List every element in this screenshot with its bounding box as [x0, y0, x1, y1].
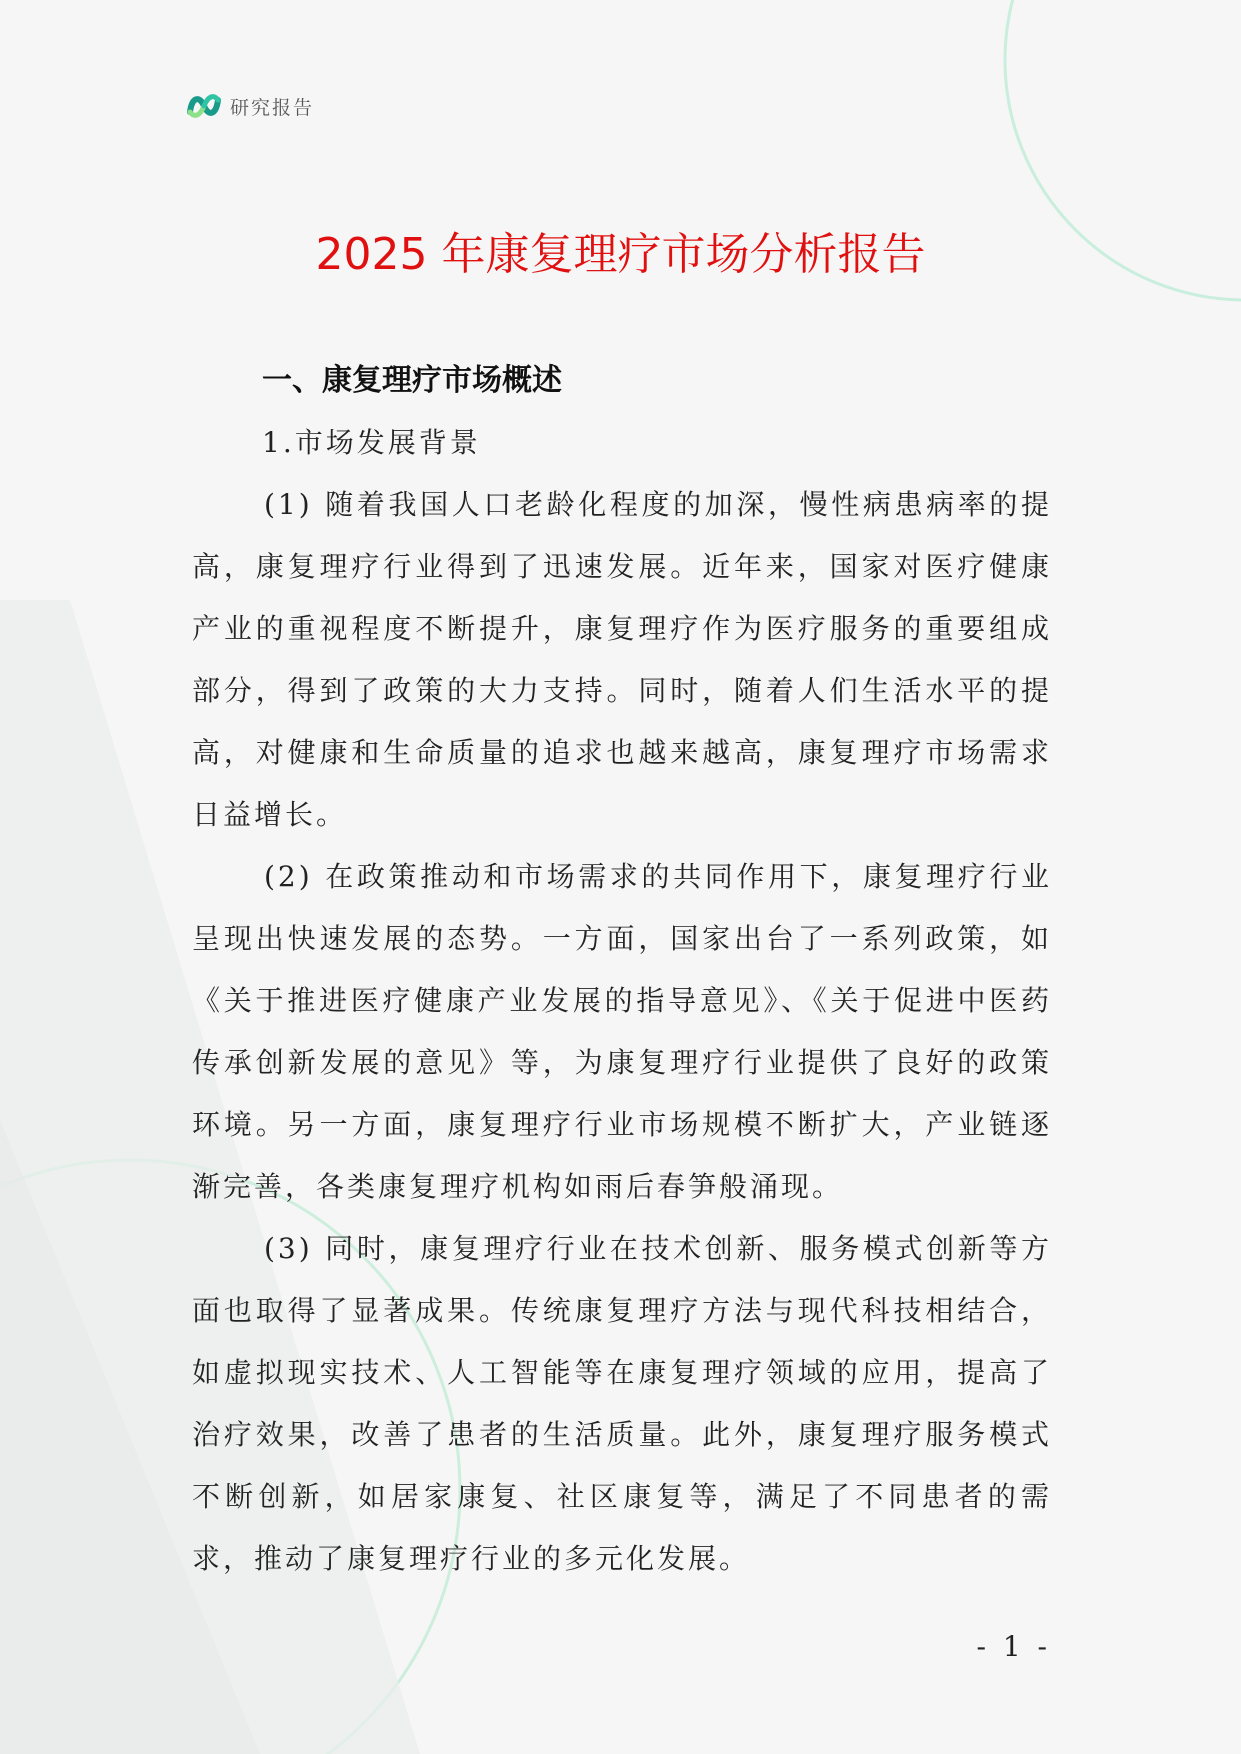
header-label: 研究报告 [230, 96, 315, 119]
brand-logo-icon [186, 88, 222, 124]
subheading: 1.市场发展背景 [262, 426, 481, 459]
paragraph: (2) 在政策推动和市场需求的共同作用下，康复理疗行业呈现出快速发展的态势。一方面，国家出台了一系列政策，如《关于推进医疗健康产业发展的指导意见》、《关于促进中医药传承创新发展的意见》等，为康复理疗行业提供了良好的政策环境。另一方面，康复理疗行业市场规模不断扩大，产业链逐渐完善，各类康复理疗机构如雨后春笋般涌现。 [192, 860, 1052, 1203]
page-number: - 1 - [976, 1630, 1051, 1663]
paragraph: (1) 随着我国人口老龄化程度的加深，慢性病患病率的提高，康复理疗行业得到了迅速发展。近年来，国家对医疗健康产业的重视程度不断提升，康复理疗作为医疗服务的重要组成部分，得到了政策的大力支持。同时，随着人们生活水平的提高，对健康和生命质量的追求也越来越高，康复理疗市场需求日益增长。 [192, 488, 1052, 831]
document-body [192, 350, 1052, 1590]
paragraph: (3) 同时，康复理疗行业在技术创新、服务模式创新等方面也取得了显著成果。传统康复理疗方法与现代科技相结合，如虚拟现实技术、人工智能等在康复理疗领域的应用，提高了治疗效果，改善了患者的生活质量。此外，康复理疗服务模式不断创新，如居家康复、社区康复等，满足了不同患者的需求，推动了康复理疗行业的多元化发展。 [192, 1232, 1052, 1575]
section-heading: 一、康复理疗市场概述 [262, 363, 562, 398]
header [186, 88, 314, 124]
document-title: 2025 年康复理疗市场分析报告 [315, 229, 926, 280]
